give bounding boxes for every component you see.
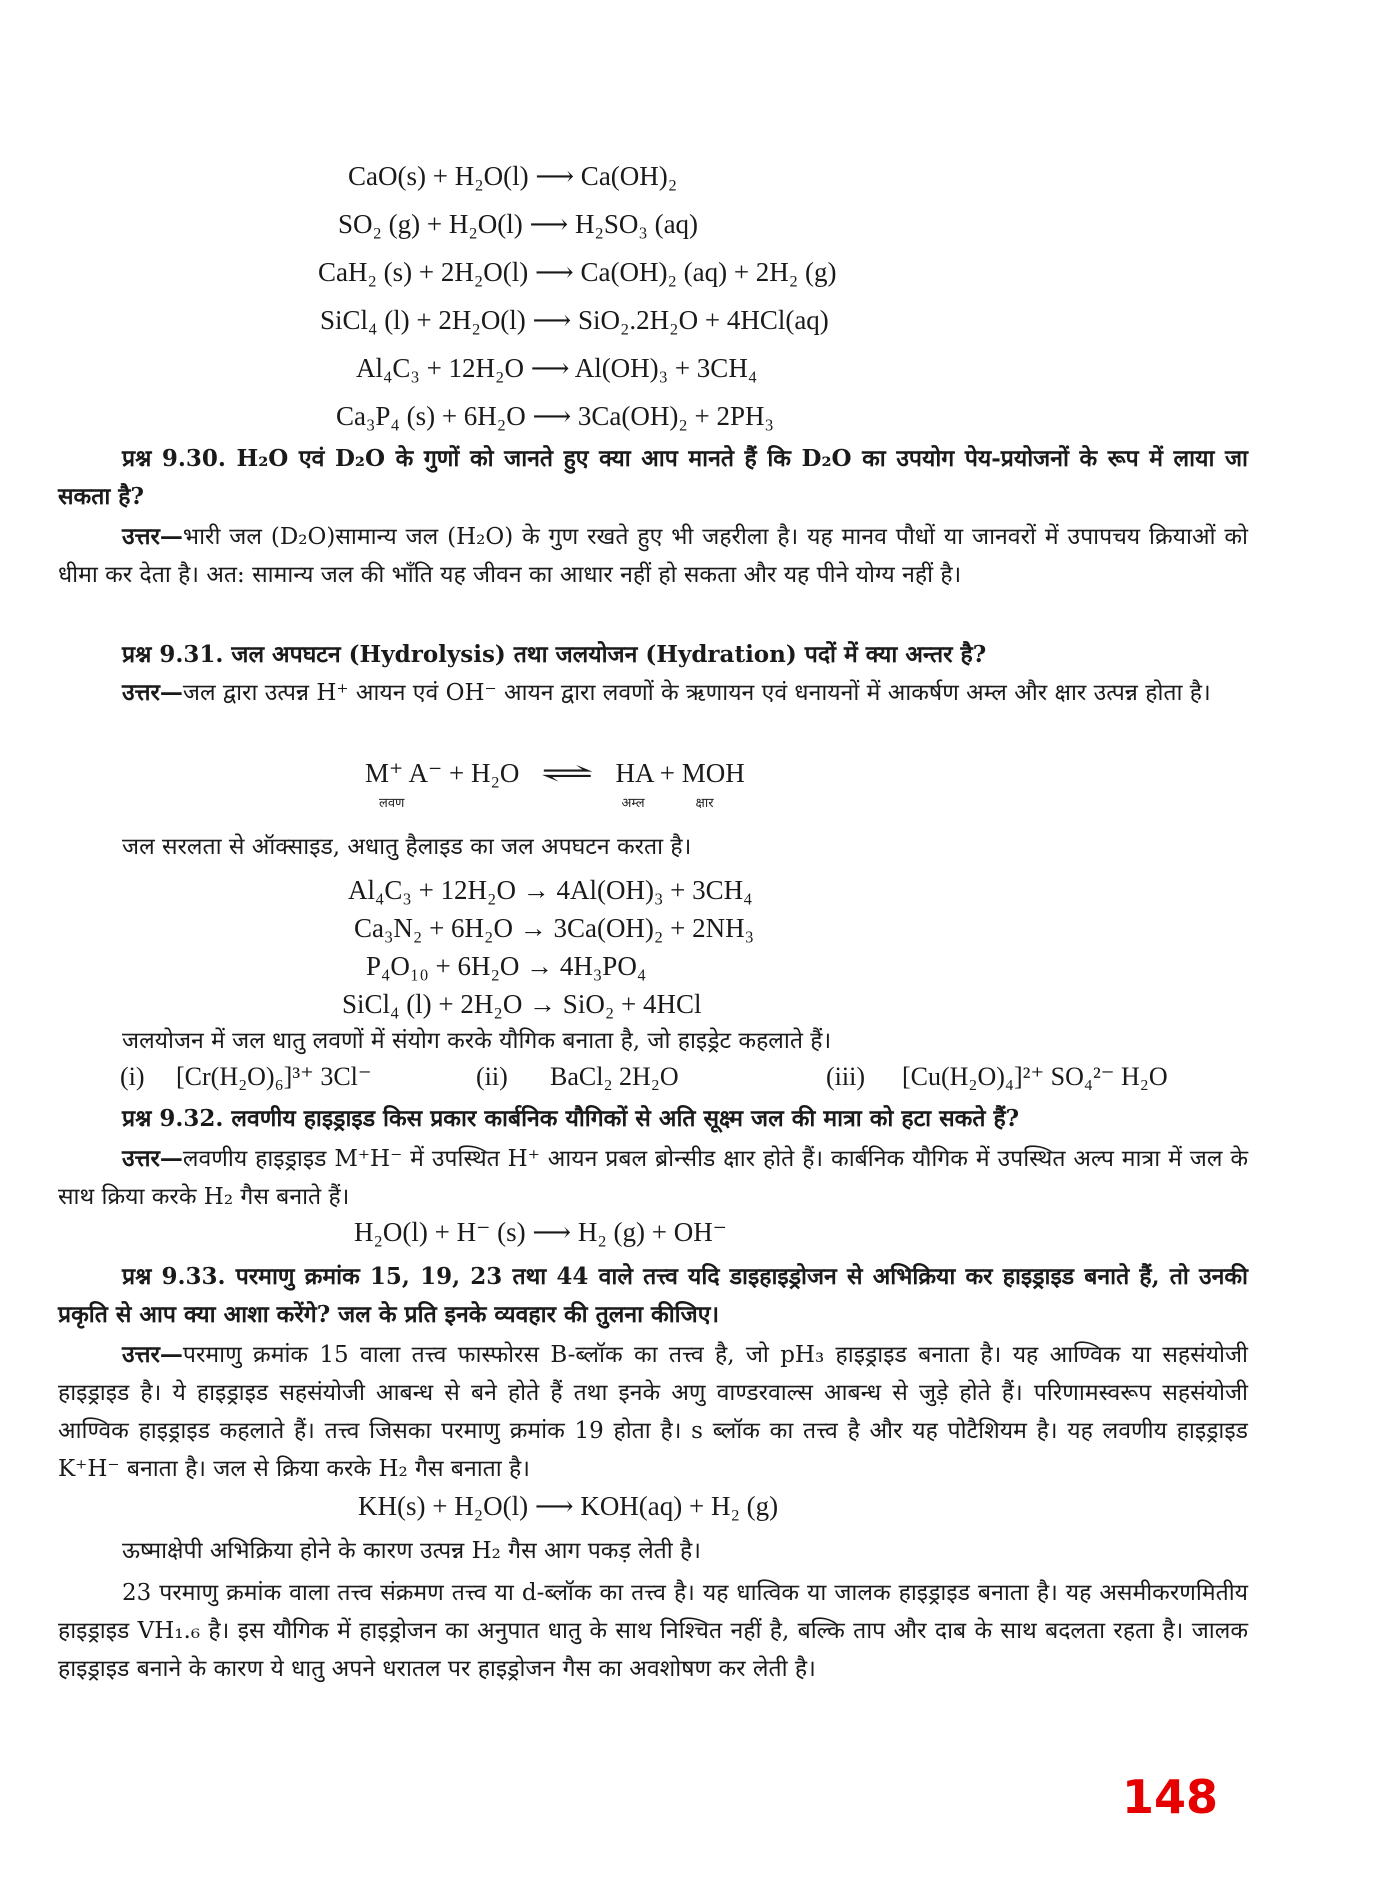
answer-lead: उत्तर—: [122, 1145, 183, 1172]
answer-9-33: [58, 1336, 1248, 1488]
answer-lead: उत्तर—: [122, 1341, 183, 1368]
transition-hydride-text: 23 परमाणु क्रमांक वाला तत्त्व संक्रमण तत्त्व या d-ब्लॉक का तत्त्व है। यह धात्विक या जालक हाइड्राइड बनाता है। यह असमीकरणमितीय हाइड्राइड VH₁.₆ है। इस यौगिक में हाइड्रोजन का अनुपात धातु के साथ निश्चित नहीं है, बल्कि ताप और दाब के साथ बदलता रहता है। जालक हाइड्राइड बनाने के कारण ये धातु अपने धरातल पर हाइड्रोजन गैस का अवशोषण कर लेती है।: [58, 1580, 1248, 1682]
hydrate-num-3: (iii): [826, 1062, 865, 1091]
hydrate-num-2: (ii): [476, 1062, 508, 1091]
reaction-cah2: CaH₂ (s) + 2H₂O(l) ⟶ Ca(OH)₂ (aq) + 2H₂ (g): [318, 257, 837, 287]
hydrate-list: [120, 1062, 1168, 1092]
question-9-31: प्रश्न 9.31. जल अपघटन (Hydrolysis) तथा जलयोजन (Hydration) पदों में क्या अन्तर है?: [122, 641, 987, 668]
answer-text: जल द्वारा उत्पन्न H⁺ आयन एवं OH⁻ आयन द्वारा लवणों के ऋणायन एवं धनायनों में आकर्षण अम्ल और क्षार उत्पन्न होता है।: [182, 680, 1211, 706]
question-9-30: प्रश्न 9.30. H₂O एवं D₂O के गुणों को जानते हुए क्या आप मानते हैं कि D₂O का उपयोग पेय-प्रयोजनों के रूप में लाया जा सकता है?: [58, 445, 1248, 510]
equilibrium-reaction: [365, 757, 745, 811]
hydration-text: जलयोजन में जल धातु लवणों में संयोग करके यौगिक बनाता है, जो हाइड्रेट कहलाते हैं।: [122, 1028, 832, 1054]
hydrolysis-reaction-1: Al₄C₃ + 12H₂O → 4Al(OH)₃ + 3CH₄: [348, 875, 753, 905]
label-salt: लवण: [379, 796, 405, 811]
hydrolysis-reaction-3: P₄O₁₀ + 6H₂O → 4H₃PO₄: [366, 951, 647, 981]
hydrate-formula-3: [Cu(H₂O)₄]²⁺ SO₄²⁻ H₂O: [902, 1062, 1168, 1091]
hydrolysis-reaction-4: SiCl₄ (l) + 2H₂O → SiO₂ + 4HCl: [342, 989, 702, 1019]
hydrate-formula-2: BaCl₂ 2H₂O: [550, 1062, 679, 1091]
question-9-33: प्रश्न 9.33. परमाणु क्रमांक 15, 19, 23 तथा 44 वाले तत्त्व यदि डाइहाइड्रोजन से अभिक्रिया कर हाइड्राइड बनाते हैं, तो उनकी प्रकृति से आप क्या आशा करेंगे? जल के प्रति इनके व्यवहार की तुलना कीजिए।: [58, 1263, 1248, 1328]
hydrolysis-reaction-2: Ca₃N₂ + 6H₂O → 3Ca(OH)₂ + 2NH₃: [354, 913, 754, 943]
equilibrium-left: M⁺ A⁻ + H₂O लवण: [365, 758, 519, 788]
page-number: 148: [1122, 1770, 1219, 1824]
answer-text: परमाणु क्रमांक 15 वाला तत्त्व फास्फोरस B-ब्लॉक का तत्त्व है, जो pH₃ हाइड्राइड बनाता है। यह आण्विक या सहसंयोजी हाइड्राइड है। ये हाइड्राइड सहसंयोजी आबन्ध से बने होते हैं तथा इनके अणु वाण्डरवाल्स आबन्ध से जुड़े होते हैं। परिणामस्वरूप सहसंयोजी आण्विक हाइड्राइड कहलाते हैं। तत्त्व जिसका परमाणु क्रमांक 19 होता है। s ब्लॉक का तत्त्व है और यह पोटैशियम है। यह लवणीय हाइड्राइड K⁺H⁻ बनाता है। जल से क्रिया करके H₂ गैस बनाता है।: [58, 1342, 1248, 1482]
question-9-32: प्रश्न 9.32. लवणीय हाइड्राइड किस प्रकार कार्बनिक यौगिकों से अति सूक्ष्म जल की मात्रा को हटा सकते हैं?: [122, 1105, 1020, 1132]
label-acid: अम्ल: [621, 796, 645, 811]
answer-9-31: [58, 674, 1248, 712]
answer-lead: उत्तर—: [122, 523, 183, 550]
reaction-ca3p4: Ca₃P₄ (s) + 6H₂O ⟶ 3Ca(OH)₂ + 2PH₃: [336, 401, 774, 431]
equilibrium-right: HA + MOH अम्ल क्षार: [616, 758, 745, 788]
kh-reaction: KH(s) + H₂O(l) ⟶ KOH(aq) + H₂ (g): [358, 1491, 779, 1521]
hydrate-formula-1: [Cr(H₂O)₆]³⁺ 3Cl⁻: [176, 1062, 372, 1091]
hydrolysis-text: जल सरलता से ऑक्साइड, अधातु हैलाइड का जल अपघटन करता है।: [122, 834, 692, 860]
answer-text: भारी जल (D₂O)सामान्य जल (H₂O) के गुण रखते हुए भी जहरीला है। यह मानव पौधों या जानवरों में उपापचय क्रियाओं को धीमा कर देता है। अत: सामान्य जल की भाँति यह जीवन का आधार नहीं हो सकता और यह पीने योग्य नहीं है।: [58, 524, 1248, 588]
answer-text: लवणीय हाइड्राइड M⁺H⁻ में उपस्थित H⁺ आयन प्रबल ब्रोन्सीड क्षार होते हैं। कार्बनिक यौगिक में उपस्थित अल्प मात्रा में जल के साथ क्रिया करके H₂ गैस बनाते हैं।: [58, 1146, 1248, 1210]
reaction-sicl4: SiCl₄ (l) + 2H₂O(l) ⟶ SiO₂.2H₂O + 4HCl(aq): [320, 305, 829, 335]
label-base: क्षार: [695, 796, 714, 811]
reaction-cao: CaO(s) + H₂O(l) ⟶ Ca(OH)₂: [348, 161, 678, 191]
hydrate-num-1: (i): [120, 1062, 145, 1091]
answer-9-30: [58, 518, 1248, 594]
reaction-so2: SO₂ (g) + H₂O(l) ⟶ H₂SO₃ (aq): [338, 209, 699, 239]
answer-9-32: [58, 1140, 1248, 1216]
reaction-al4c3: Al₄C₃ + 12H₂O ⟶ Al(OH)₃ + 3CH₄: [356, 353, 758, 383]
answer-lead: उत्तर—: [122, 679, 183, 706]
exothermic-text: ऊष्माक्षेपी अभिक्रिया होने के कारण उत्पन्न H₂ गैस आग पकड़ लेती है।: [122, 1538, 701, 1564]
hydride-reaction: H₂O(l) + H⁻ (s) ⟶ H₂ (g) + OH⁻: [354, 1217, 727, 1247]
equilibrium-arrow: ⇌: [540, 758, 595, 788]
